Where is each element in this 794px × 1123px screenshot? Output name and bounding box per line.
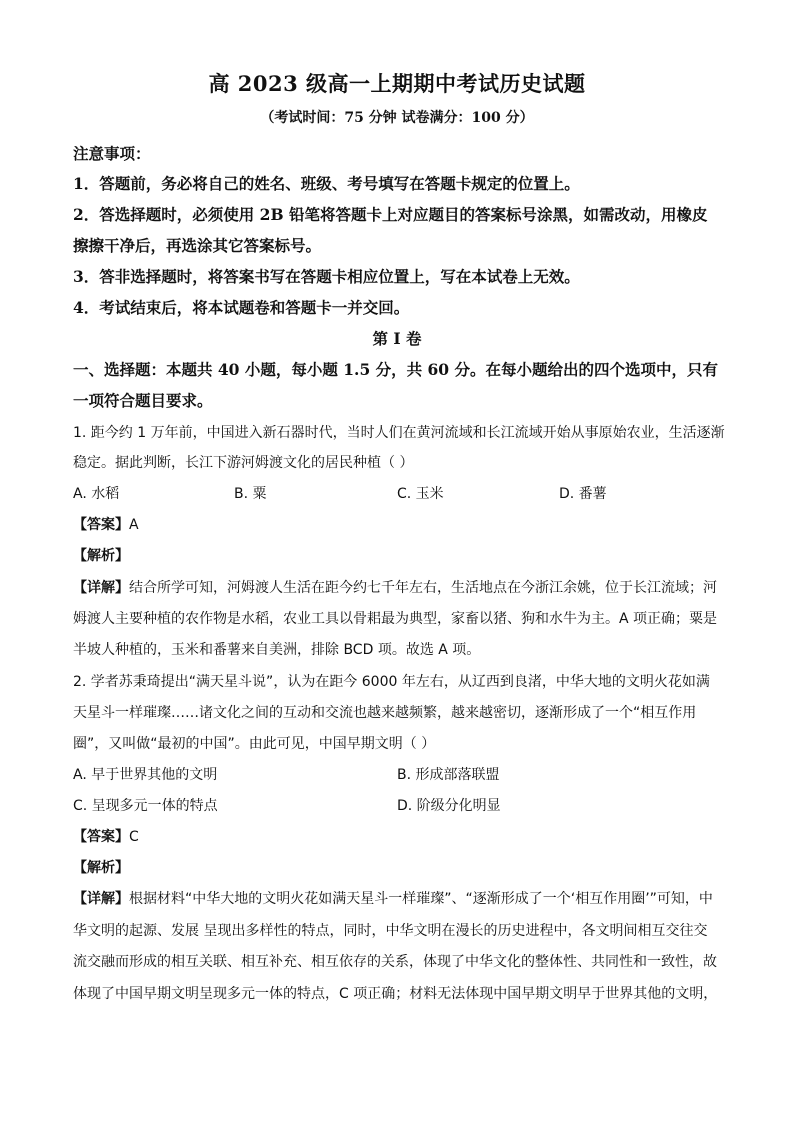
question-2-stem: 圈”，又叫做“最初的中国”。由此可见，中国早期文明（ ） <box>73 736 436 752</box>
q1-detail-line: 半坡人种植的，玉米和番薯来自美洲，排除 BCD 项。故选 A 项。 <box>73 642 481 658</box>
q2-detail <box>73 888 713 908</box>
q1-option-b: B. 粟 <box>234 486 267 502</box>
note-item: 3．答非选择题时，将答案书写在答题卡相应位置上，写在本试卷上无效。 <box>73 267 580 286</box>
answer-tag: 【答案】 <box>73 829 129 845</box>
q1-option-a: A. 水稻 <box>73 486 120 502</box>
detail-text: 结合所学可知，河姆渡人生活在距今约七千年左右，生活地点在今浙江余姚，位于长江流域；河 <box>129 580 717 596</box>
detail-text: 根据材料“中华大地的文明火花如满天星斗一样璀璨”、“逐渐形成了一个‘相互作用圈’”可知，中 <box>129 891 713 907</box>
question-2-stem: 天星斗一样璀璨……诸文化之间的互动和交流也越来越频繁，越来越密切，逐渐形成了一个“相互作用 <box>73 705 697 721</box>
detail-tag: 【详解】 <box>73 891 129 907</box>
answer-value: A <box>129 517 139 533</box>
q2-analysis-tag: 【解析】 <box>73 860 129 876</box>
q2-option-b: B. 形成部落联盟 <box>397 767 500 783</box>
q2-detail-line: 华文明的起源、发展 呈现出多样性的特点，同时，中华文明在漫长的历史进程中，各文明间相互交往交 <box>73 923 708 939</box>
q1-detail <box>73 577 717 597</box>
section-instruction: 一项符合题目要求。 <box>73 391 213 410</box>
q1-option-c: C. 玉米 <box>397 486 444 502</box>
note-item: 擦擦干净后，再选涂其它答案标号。 <box>73 236 322 255</box>
q2-option-c: C. 呈现多元一体的特点 <box>73 798 218 814</box>
q2-detail-line: 体现了中国早期文明呈现多元一体的特点，C 项正确；材料无法体现中国早期文明早于世界其他的文明， <box>73 986 718 1002</box>
exam-title: 高 2023 级高一上期期中考试历史试题 <box>208 71 586 96</box>
question-2-stem: 2. 学者苏秉琦提出“满天星斗说”，认为在距今 6000 年左右，从辽西到良渚，中华大地的文明火花如满 <box>73 674 710 690</box>
note-item: 1．答题前，务必将自己的姓名、班级、考号填写在答题卡规定的位置上。 <box>73 174 580 193</box>
q1-answer <box>73 514 139 534</box>
answer-value: C <box>129 829 139 845</box>
q2-option-d: D. 阶级分化明显 <box>397 798 501 814</box>
exam-subtitle: （考试时间：75 分钟 试卷满分：100 分） <box>260 110 534 126</box>
section-instruction: 一、选择题：本题共 40 小题，每小题 1.5 分，共 60 分。在每小题给出的四个选项中，只有 <box>73 360 718 379</box>
volume-heading: 第 I 卷 <box>372 329 422 348</box>
notes-heading: 注意事项： <box>73 144 151 163</box>
q1-option-d: D. 番薯 <box>559 486 607 502</box>
question-1-stem: 稳定。据此判断，长江下游河姆渡文化的居民种植（ ） <box>73 455 414 471</box>
answer-tag: 【答案】 <box>73 517 129 533</box>
q2-answer <box>73 826 139 846</box>
q2-detail-line: 流交融而形成的相互关联、相互补充、相互依存的关系，体现了中华文化的整体性、共同性和一致性，故 <box>73 954 717 970</box>
question-1-stem: 1. 距今约 1 万年前，中国进入新石器时代，当时人们在黄河流域和长江流域开始从事原始农业，生活逐渐 <box>73 425 725 441</box>
q2-option-a: A. 早于世界其他的文明 <box>73 767 218 783</box>
detail-tag: 【详解】 <box>73 580 129 596</box>
q1-detail-line: 姆渡人主要种植的农作物是水稻，农业工具以骨耜最为典型，家畜以猪、狗和水牛为主。A 项正确；粟是 <box>73 611 718 627</box>
q1-analysis-tag: 【解析】 <box>73 548 129 564</box>
note-item: 4．考试结束后，将本试题卷和答题卡一并交回。 <box>73 298 410 317</box>
note-item: 2．答选择题时，必须使用 2B 铅笔将答题卡上对应题目的答案标号涂黑，如需改动，用橡皮 <box>73 205 708 224</box>
